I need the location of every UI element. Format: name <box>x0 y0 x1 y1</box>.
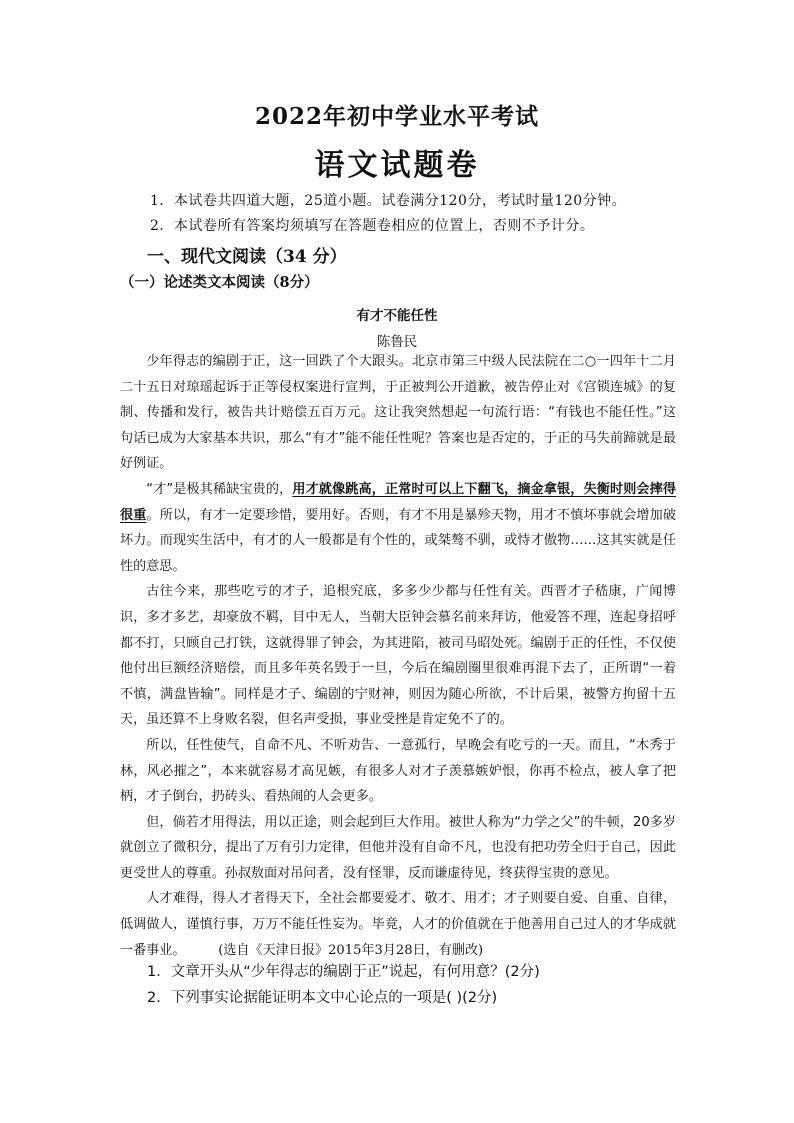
article-title: 有才不能任性 <box>356 308 438 324</box>
article-paragraph: 所以，任性使气，自命不凡、不听劝告、一意孤行，早晚会有吃亏的一天。而且，“木秀于林，风必摧之”，本来就容易才高见嫉，有很多人对才子羡慕嫉妒恨，你再不检点，被人拿了把柄，才子倒台，扔砖头、看热闹的人会更多。 <box>120 737 676 805</box>
article-source: (选自《天津日报》2015年3月28日，有删改) <box>218 942 484 958</box>
article-paragraph: 少年得志的编剧于正，这一回跌了个大跟头。北京市第三中级人民法院在二○一四年十二月二十五日对琼瑶起诉于正等侵权案进行宣判，于正被判公开道歉，被告停止对《宫锁连城》的复制、传播和发行，被告共计赔偿五百万元。这让我突然想起一句流行语：“有钱也不能任性。”这句话已成为大家基本共识，那么“有才”能不能任性呢？答案也是否定的，于正的马失前蹄就是最好例证。 <box>120 354 676 472</box>
article-paragraph: 古往今来，那些吃亏的才子，追根究底，多多少少都与任性有关。西晋才子嵇康，广闻博识，多才多艺，却豪放不羁，目中无人，当朝大臣钟会慕名前来拜访，他爱答不理，连起身招呼都不打，只顾自己打铁，这就得罪了钟会，为其进陷，被司马昭处死。编剧于正的任性，不仅使他付出巨额经济赔偿，而且多年英名毁于一旦，今后在编剧圈里很难再混下去了，正所谓“一着不慎，满盘皆输”。同样是才子、编剧的宁财神，则因为随心所欲，不计后果，被警方拘留十五天，虽还算不上身败名裂，但名声受损，事业受挫是肯定免不了的。 <box>120 584 676 728</box>
underlined-sentence: 用才就像跳高，正常时可以上下翻飞，摘金拿银，失衡时则会摔得很重 <box>120 481 676 523</box>
question-2: 2．下列事实论据能证明本文中心论点的一项是( )(2分) <box>147 990 498 1006</box>
exam-title: 2022年初中学业水平考试 <box>254 103 539 130</box>
subsection-heading: （一）论述类文本阅读（8分） <box>120 274 319 291</box>
article-paragraph <box>120 886 676 963</box>
exam-subtitle: 语文试题卷 <box>314 148 480 183</box>
article-paragraph <box>120 477 676 579</box>
article-author: 陈鲁民 <box>376 334 418 350</box>
paragraph-text: 人才难得，得人才者得天下，全社会都要爱才、敬才、用才；才子则要自爱、自重、自律，低调做人，谨慎行事，万万不能任性妄为。毕竟，人才的价值就在于他善用自己过人的才华成就一番事业。 <box>120 891 676 958</box>
instruction-note-1: 1．本试卷共四道大题，25道小题。试卷满分120分，考试时量120分钟。 <box>150 193 627 209</box>
question-1: 1．文章开头从“少年得志的编剧于正”说起，有何用意？(2分) <box>147 964 540 980</box>
paragraph-text: “才”是极其稀缺宝贵的， <box>146 481 293 497</box>
article-paragraph: 但，倘若才用得法，用以正途，则会起到巨大作用。被世人称为“力学之父”的牛顿，20多岁就创立了微积分，提出了万有引力定律，但他并没有自命不凡，也没有把功劳全归于自己，因此更受世人的尊重。孙叔敖面对吊问者，没有怪罪，反而谦虚待见，终获得宝贵的意见。 <box>120 814 676 881</box>
paragraph-text: 。所以，有才一定要珍惜，要用好。否则，有才不用是暴殄天物，用才不慎坏事就会增加破坏力。而现实生活中，有才的人一般都是有个性的，或桀骜不驯，或恃才傲物……这其实就是任性的意思。 <box>120 507 676 574</box>
section-heading: 一、现代文阅读（34 分） <box>147 247 347 267</box>
instruction-note-2: 2．本试卷所有答案均须填写在答题卷相应的位置上，否则不予计分。 <box>150 218 595 234</box>
article-body <box>120 349 676 963</box>
